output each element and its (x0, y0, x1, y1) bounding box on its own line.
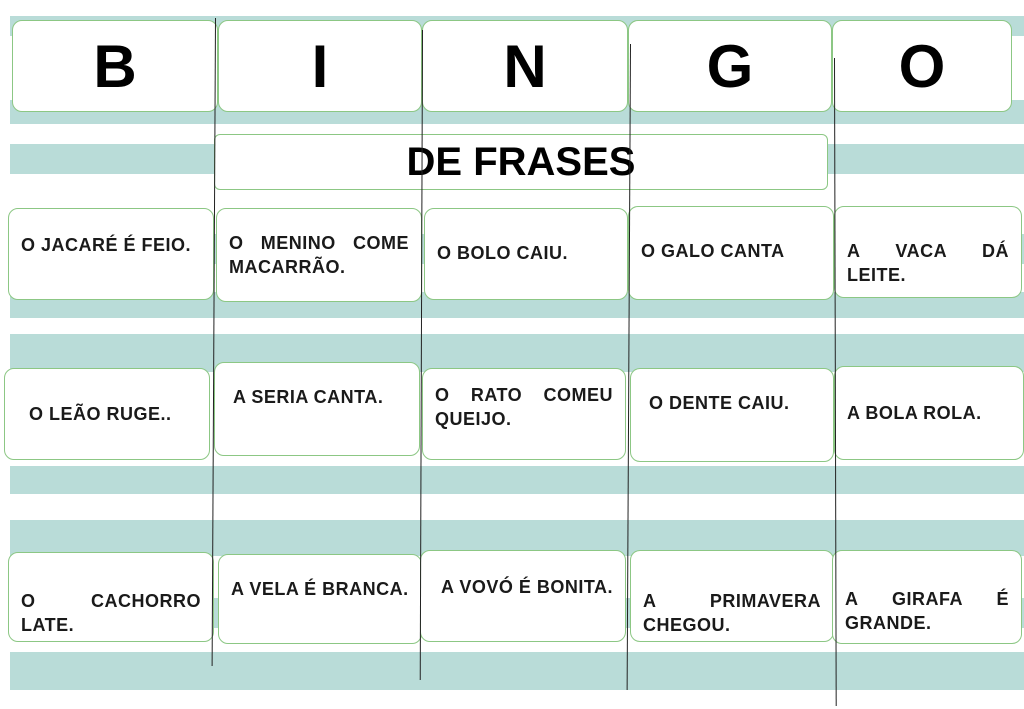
cell-text: O JACARÉ É FEIO. (21, 235, 192, 255)
bingo-letter-n: N (422, 20, 628, 112)
bingo-cell-r2-c3 (422, 368, 626, 460)
cell-text: O LEÃO RUGE.. (29, 404, 172, 424)
bingo-cell-r1-c5 (834, 206, 1022, 298)
cell-text: A VOVÓ É BONITA. (441, 577, 614, 597)
background-stripe (10, 652, 1024, 690)
bingo-letter-b: B (12, 20, 218, 112)
bingo-cell-r2-c4 (630, 368, 834, 462)
background-stripe (10, 466, 1024, 494)
cell-text: A GIRAFA É GRANDE. (845, 589, 1009, 633)
bingo-cell-r1-c1 (8, 208, 214, 300)
cell-text: A VELA É BRANCA. (231, 579, 409, 599)
cell-text: A BOLA ROLA. (847, 403, 982, 423)
cell-text: A VACA DÁ LEITE. (847, 241, 1009, 285)
cell-text: O CACHORRO LATE. (21, 591, 201, 635)
bingo-cell-r3-c5 (832, 550, 1022, 644)
bingo-cell-r3-c1 (8, 552, 214, 642)
bingo-cell-r1-c4 (628, 206, 834, 300)
bingo-letter-g: G (628, 20, 832, 112)
cell-text: O BOLO CAIU. (437, 243, 568, 263)
page-subtitle: DE FRASES (214, 134, 828, 190)
bingo-cell-r2-c5 (834, 366, 1024, 460)
cell-text: O DENTE CAIU. (649, 393, 790, 413)
cell-text: O RATO COMEU QUEIJO. (435, 385, 613, 429)
cell-text: O GALO CANTA (641, 241, 785, 261)
cell-text: A PRIMAVERA CHEGOU. (643, 591, 821, 635)
bingo-cell-r1-c3 (424, 208, 628, 300)
cell-text: O MENINO COME MACARRÃO. (229, 233, 409, 277)
bingo-cell-r3-c2 (218, 554, 422, 644)
bingo-cell-r1-c2 (216, 208, 422, 302)
bingo-cell-r2-c1 (4, 368, 210, 460)
cell-text: A SERIA CANTA. (233, 387, 384, 407)
bingo-letter-o: O (832, 20, 1012, 112)
bingo-cell-r3-c3 (420, 550, 626, 642)
bingo-cell-r2-c2 (214, 362, 420, 456)
bingo-cell-r3-c4 (630, 550, 834, 642)
bingo-letter-i: I (218, 20, 422, 112)
